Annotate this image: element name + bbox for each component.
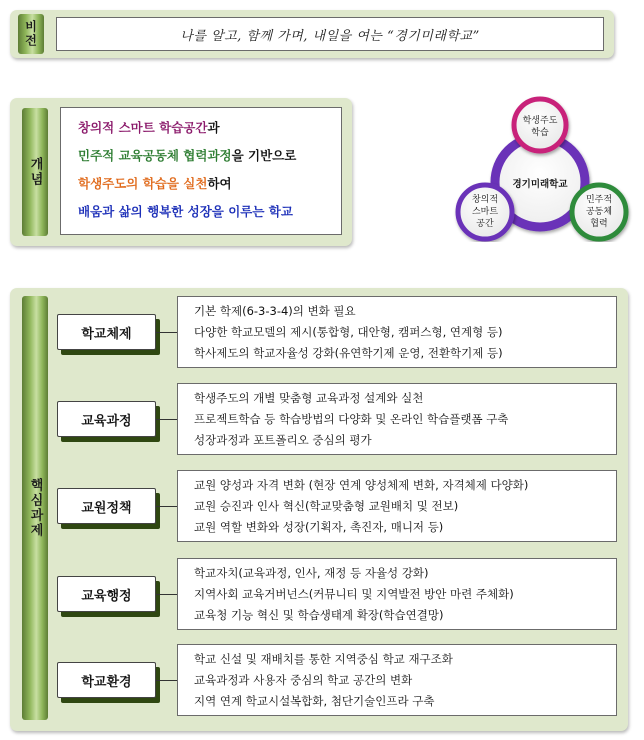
- task-item: 학교 신설 및 재배치를 통한 지역중심 학교 재구조화: [194, 652, 453, 666]
- left-label-3: 공간: [476, 219, 494, 229]
- task-title: 교육행정: [81, 588, 132, 604]
- concept-rest: 과: [207, 120, 220, 135]
- concept-highlight: 민주적 교육공동체 협력과정: [78, 148, 232, 163]
- task-title: 교원정책: [81, 500, 132, 516]
- task-connector: [156, 680, 177, 681]
- task-title-box: [57, 662, 156, 698]
- task-item: 다양한 학교모델의 제시(통합형, 대안형, 캠퍼스형, 연계형 등): [194, 325, 503, 339]
- task-item: 성장과정과 포트폴리오 중심의 평가: [194, 433, 372, 447]
- task-item: 교육청 기능 혁신 및 학습생태계 확장(학습연결망): [194, 608, 444, 622]
- vision-label: 비전: [18, 14, 44, 54]
- task-item: 교원 승진과 인사 혁신(학교맞춤형 교원배치 및 전보): [194, 499, 459, 513]
- task-title-box: [57, 576, 156, 612]
- task-item: 지역 연계 학교시설복합화, 첨단기술인프라 구축: [194, 694, 435, 708]
- task-detail-box: [177, 296, 617, 368]
- task-connector: [156, 594, 177, 595]
- task-item: 교육과정과 사용자 중심의 학교 공간의 변화: [194, 673, 413, 687]
- concept-highlight: 학생주도의 학습을 실천: [78, 176, 208, 191]
- vision-box: [56, 17, 604, 51]
- task-title: 학교환경: [81, 674, 132, 690]
- task-item: 학교자치(교육과정, 인사, 재정 등 자율성 강화): [194, 566, 429, 580]
- task-title: 학교체제: [81, 326, 132, 342]
- diagram-svg: [442, 96, 638, 242]
- task-detail-box: [177, 644, 617, 716]
- vision-statement: 나를 알고, 함께 가며, 내일을 여는 “경기미래학교”: [180, 28, 480, 44]
- concept-line-1: [78, 118, 341, 146]
- concept-rest: 을 기반으로: [231, 148, 297, 163]
- core-tasks-label: 핵심과제: [22, 296, 48, 720]
- concept-label: 개념: [22, 108, 48, 236]
- task-item: 학생주도의 개별 맞춤형 교육과정 설계와 실천: [194, 391, 424, 405]
- task-item: 학사제도의 학교자율성 강화(유연학기제 운영, 전환학기제 등): [194, 346, 503, 360]
- center-label: 경기미래학교: [512, 179, 568, 190]
- task-item: 교원 역할 변화와 성장(기획자, 촉진자, 매니저 등): [194, 520, 444, 534]
- left-label-2: 스마트: [471, 207, 499, 217]
- right-label-2: 공동체: [585, 207, 613, 217]
- task-connector: [156, 506, 177, 507]
- right-label-1: 민주적: [585, 195, 613, 205]
- concept-line-2: [78, 146, 341, 174]
- concept-line-3: [78, 174, 341, 202]
- concept-rest: 하여: [207, 176, 232, 191]
- concept-highlight: 창의적 스마트 학습공간: [78, 120, 208, 135]
- task-item: 교원 양성과 자격 변화 (현장 연계 양성체제 변화, 자격체제 다양화): [194, 478, 529, 492]
- task-title: 교육과정: [81, 413, 132, 429]
- task-detail-box: [177, 558, 617, 630]
- task-item: 기본 학제(6-3-3-4)의 변화 필요: [194, 304, 356, 318]
- task-detail-box: [177, 470, 617, 542]
- concept-diagram: [442, 96, 638, 242]
- task-title-box: [57, 488, 156, 524]
- concept-line-4: [78, 202, 341, 230]
- task-detail-box: [177, 383, 617, 455]
- task-item: 지역사회 교육거버넌스(커뮤니티 및 지역발전 방안 마련 주체화): [194, 587, 514, 601]
- concept-highlight: 배움과 삶의 행복한 성장을 이루는 학교: [78, 204, 293, 219]
- top-label-2: 학습: [531, 128, 549, 138]
- task-title-box: [57, 314, 156, 350]
- task-item: 프로젝트학습 등 학습방법의 다양화 및 온라인 학습플랫폼 구축: [194, 412, 509, 426]
- left-label-1: 창의적: [471, 195, 499, 205]
- task-connector: [156, 332, 177, 333]
- task-title-box: [57, 401, 156, 437]
- task-connector: [156, 419, 177, 420]
- right-label-3: 협력: [590, 219, 608, 229]
- top-label-1: 학생주도: [522, 116, 558, 126]
- concept-box: [60, 107, 342, 235]
